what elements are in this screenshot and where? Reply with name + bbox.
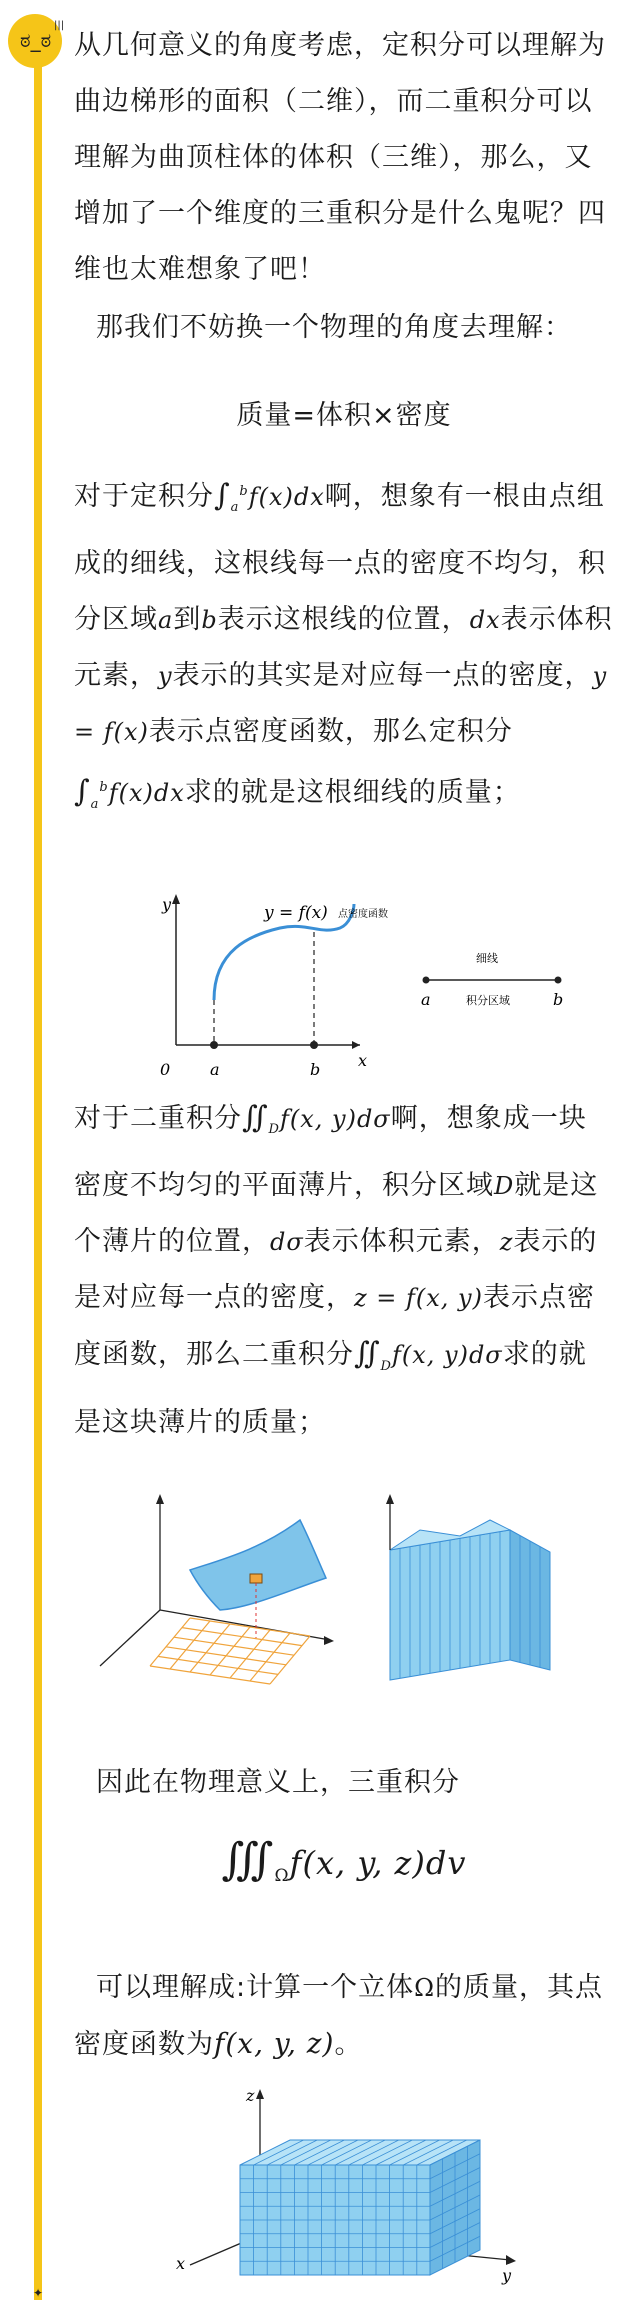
double-integral-paragraph	[74, 1090, 614, 1451]
surface-element	[250, 1574, 262, 1583]
integral-sign: ∫	[214, 478, 231, 513]
var-y: y	[158, 662, 173, 691]
integrand: f(x)dx	[248, 483, 325, 511]
emoji-badge	[8, 14, 65, 68]
range-label: 积分区域	[466, 994, 510, 1007]
grid-line	[182, 1628, 302, 1646]
integrand: f(x)dx	[108, 779, 185, 808]
lower-limit: a	[230, 500, 240, 516]
text: 对于定积分	[74, 481, 214, 512]
region-label: D	[380, 1358, 392, 1374]
var-z: z	[499, 1228, 514, 1257]
footer-mark-icon: ✦	[33, 2286, 44, 2300]
density-equation: z = f(x, y)	[354, 1284, 483, 1313]
region-grid	[150, 1618, 310, 1684]
var-dsigma: dσ	[270, 1228, 304, 1257]
text: 表示点密度函数，那么定积分	[148, 716, 513, 748]
seg-b-label: b	[553, 990, 564, 1009]
z-axis-arrow-icon	[256, 2089, 264, 2099]
y-axis-label: y	[502, 2266, 512, 2285]
z-axis-label: z	[246, 2086, 255, 2105]
triple-integral-intro: 因此在物理意义上，三重积分	[96, 1767, 460, 1798]
text: 表示体积元素，	[303, 1226, 500, 1258]
var-a: a	[158, 606, 174, 635]
intro-paragraph: 从几何意义的角度考虑，定积分可以理解为曲边梯形的面积（二维），而二重积分可以理解为曲顶柱体的体积（三维），那么，又增加了一个维度的三重积分是什么鬼呢？四维也太难想象了吧！	[74, 30, 606, 285]
x-axis-label: x	[358, 1051, 368, 1070]
solid-block-figure	[150, 2085, 550, 2285]
double-integral-sign: ∬	[354, 1336, 381, 1372]
grid-line	[158, 1656, 278, 1674]
seg-point-a	[423, 977, 430, 984]
curve-equation-label: y = f(x)	[264, 903, 328, 923]
text: 到	[173, 604, 202, 636]
z-axis-arrow-icon	[156, 1494, 164, 1504]
text: 表示体积元素，	[74, 604, 613, 692]
text: 对于二重积分	[74, 1103, 242, 1134]
origin-label: 0	[160, 1060, 171, 1079]
point-a	[210, 1041, 218, 1049]
text: 表示这根线的位置，	[217, 604, 470, 636]
text: 表示的是对应每一点的密度，	[74, 1226, 598, 1314]
triple-integral-sign: ∭	[221, 1834, 275, 1885]
text: 啊，想象有一根由点组成的细线，这根线每一点的密度不均匀，积分区域	[74, 481, 606, 636]
var-b: b	[201, 606, 218, 635]
integrand: f(x, y)dσ	[391, 1341, 503, 1370]
definite-integral-paragraph	[74, 464, 614, 833]
left-accent-rail	[34, 20, 42, 2300]
density-surface	[190, 1520, 326, 1610]
curve-note-label: 点密度函数	[338, 909, 388, 920]
x-axis	[100, 1610, 160, 1666]
density-function: f(x, y, z)	[214, 2027, 335, 2060]
grid-line	[166, 1647, 286, 1665]
physics-angle-line: 那我们不妨换一个物理的角度去理解：	[96, 312, 572, 343]
text: 。	[334, 2029, 363, 2060]
y-axis-arrow-icon	[506, 2255, 516, 2265]
integral-sign: ∫	[74, 774, 91, 810]
z-axis-right-arrow-icon	[386, 1494, 394, 1504]
var-omega: Ω	[414, 1974, 436, 2002]
text: 就是这个薄片的位置，	[74, 1170, 599, 1258]
upper-limit: b	[99, 780, 109, 796]
text: 啊，想象成一块密度不均匀的平面薄片，积分区域	[74, 1103, 587, 1202]
y-axis-arrow-icon	[172, 894, 180, 904]
lower-limit: a	[90, 796, 100, 812]
text: 求的就是这根细线的质量；	[184, 777, 521, 809]
face-icon: ಠ_ಠ	[20, 28, 52, 52]
thin-plate-figure	[90, 1490, 590, 1710]
x-axis-arrow-icon	[352, 1041, 360, 1049]
text: 表示的其实是对应每一点的密度，	[172, 660, 593, 692]
density-curve-figure	[140, 880, 610, 1080]
point-b	[310, 1041, 318, 1049]
thin-line-label: 细线	[476, 952, 498, 965]
grid-line	[190, 1618, 310, 1636]
region-label: D	[268, 1122, 280, 1138]
mass-formula: 质量=体积×密度	[236, 400, 452, 431]
y-axis-arrow-icon	[324, 1636, 334, 1645]
b-label: b	[310, 1060, 321, 1079]
grid-line	[150, 1666, 270, 1684]
var-dx: dx	[469, 606, 501, 635]
a-label: a	[210, 1060, 220, 1079]
triple-integral-formula	[74, 1832, 614, 1904]
double-integral-sign: ∬	[242, 1100, 269, 1135]
text: 可以理解成:计算一个立体	[96, 1972, 415, 2003]
x-axis-label: x	[176, 2254, 186, 2273]
density-equation: y = f(x)	[74, 662, 608, 747]
y-axis-label: y	[162, 895, 172, 914]
rays-icon: |||	[54, 20, 65, 31]
seg-a-label: a	[421, 990, 431, 1009]
text: 的质量，其点密度函数为	[74, 1972, 604, 2060]
grid-line	[174, 1637, 294, 1655]
integrand: f(x, y)dσ	[279, 1105, 391, 1133]
integrand: f(x, y, z)dv	[289, 1844, 467, 1882]
triple-integral-explanation	[74, 1960, 614, 2073]
text: 表示点密度函数，那么二重积分	[74, 1282, 595, 1371]
region-label: Ω	[274, 1866, 290, 1886]
seg-point-b	[555, 977, 562, 984]
var-D: D	[494, 1172, 515, 1201]
upper-limit: b	[239, 484, 249, 499]
text: 求的就是这块薄片的质量；	[74, 1339, 587, 1438]
